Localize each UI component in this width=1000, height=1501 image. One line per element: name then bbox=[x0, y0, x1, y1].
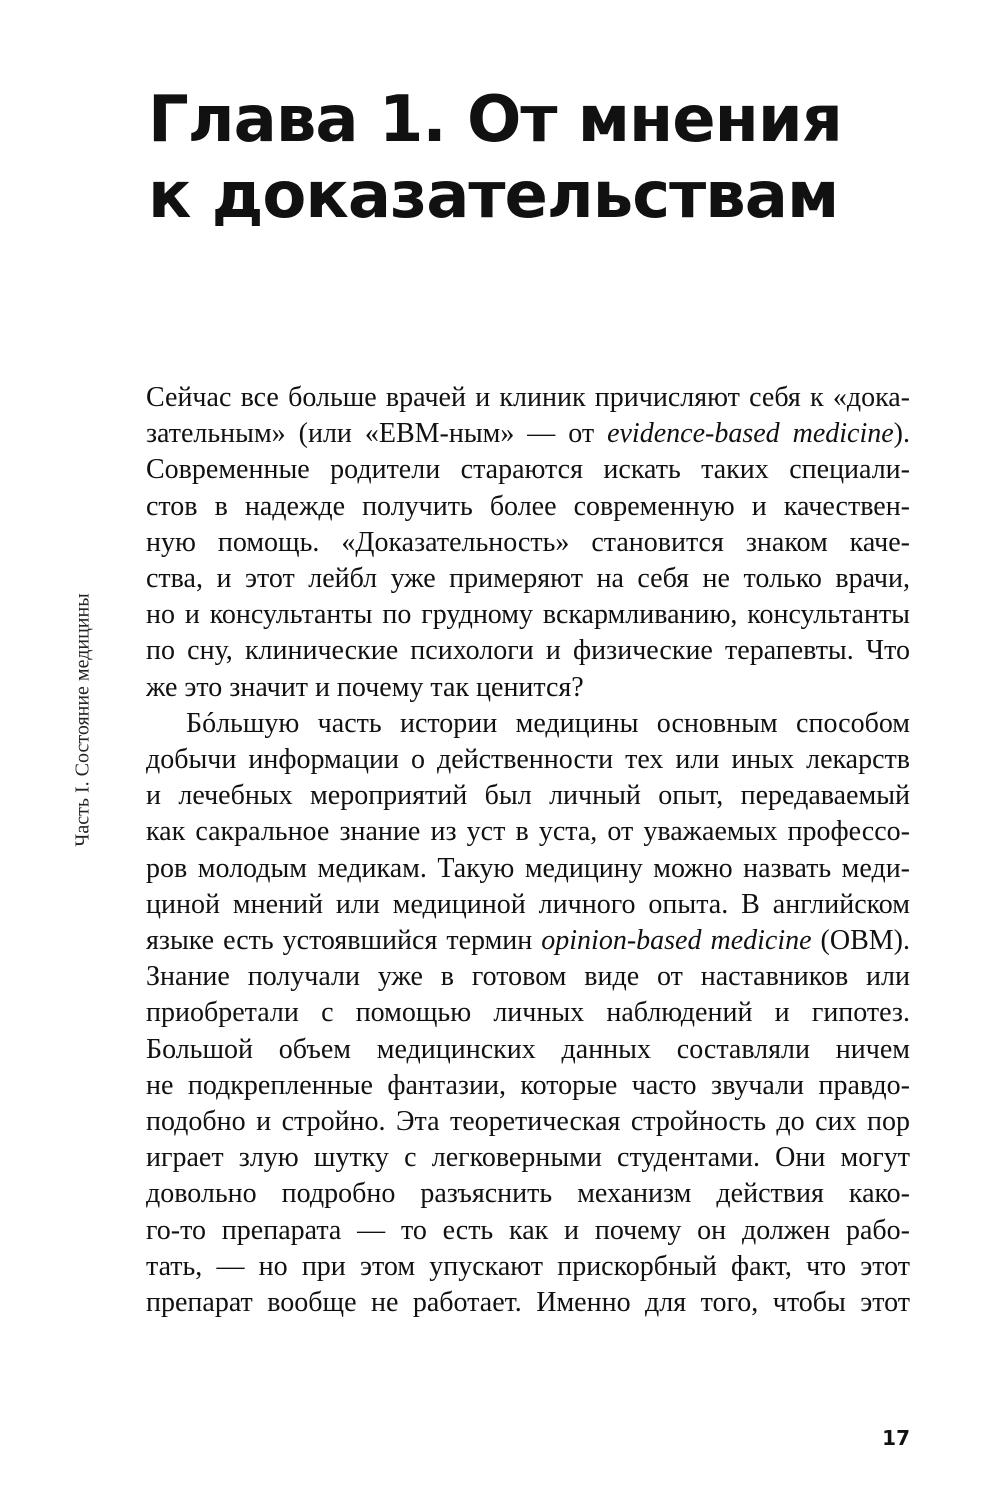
text-line: как сакральное знание из уст в уста, от уважаемых профессо- bbox=[146, 816, 910, 848]
text-line: играет злую шутку с легковерными студентами. Они могут bbox=[146, 1142, 910, 1174]
text-line: добычи информации о действенности тех или иных лекарств bbox=[146, 744, 910, 776]
text-line: довольно подробно разъяснить механизм действия како- bbox=[146, 1178, 910, 1210]
paragraph bbox=[146, 706, 910, 1321]
text-run: ). bbox=[893, 418, 910, 450]
chapter-title-line-1: Глава 1. От мнения bbox=[148, 83, 842, 157]
text-line: и лечебных мероприятий был личный опыт, передаваемый bbox=[146, 780, 910, 812]
chapter-title-line-2: к доказательствам bbox=[148, 159, 839, 233]
text-line bbox=[146, 416, 910, 452]
body-text bbox=[146, 380, 910, 1321]
text-line: тать, — но при этом упускают прискорбный факт, что этот bbox=[146, 1250, 910, 1282]
text-line: препарат вообще не работает. Именно для того, чтобы этот bbox=[146, 1287, 910, 1319]
italic-term: opinion-based medicine bbox=[541, 925, 812, 957]
text-line: циной мнений или медициной личного опыта. В английском bbox=[146, 888, 910, 920]
text-line: го-то препарата — то есть как и почему он должен рабо- bbox=[146, 1214, 910, 1246]
text-line: ную помощь. «Доказательность» становится знаком каче- bbox=[146, 526, 910, 558]
text-line: ства, и этот лейбл уже примеряют на себя не только врачи, bbox=[146, 563, 910, 595]
text-line: приобретали с помощью личных наблюдений и гипотез. bbox=[146, 997, 910, 1029]
text-line: но и консультанты по грудному вскармливанию, консультанты bbox=[146, 599, 910, 631]
text-line: Сейчас все больше врачей и клиник причисляют себя к «дока- bbox=[146, 382, 910, 413]
text-line bbox=[146, 923, 910, 959]
text-line: стов в надежде получить более современную и качествен- bbox=[146, 490, 910, 522]
text-line: по сну, клинические психологи и физические терапевты. Что bbox=[146, 635, 910, 667]
text-line: Современные родители стараются искать таких специали- bbox=[146, 454, 910, 486]
text-line: Знание получали уже в готовом виде от наставников или bbox=[146, 961, 910, 993]
paragraph bbox=[146, 380, 910, 706]
page-number: 17 bbox=[882, 1426, 910, 1450]
text-run: зательным» (или «EBM-ным» — от bbox=[146, 418, 608, 450]
text-line: ров молодым медикам. Такую медицину можно назвать меди- bbox=[146, 852, 910, 884]
text-run: (OBM). bbox=[811, 925, 910, 957]
text-line: подобно и стройно. Эта теоретическая стройность до сих пор bbox=[146, 1106, 910, 1138]
text-line: Большой объем медицинских данных составляли ничем bbox=[146, 1033, 910, 1065]
text-run: языке есть устоявшийся термин bbox=[146, 925, 542, 957]
text-line: не подкрепленные фантазии, которые часто звучали правдо- bbox=[146, 1069, 910, 1101]
side-running-head: Часть I. Состояние медицины bbox=[71, 593, 94, 847]
text-line: Бóльшую часть истории медицины основным способом bbox=[186, 707, 910, 739]
text-line: же это значит и почему так ценится? bbox=[146, 671, 584, 703]
italic-term: evidence-based medicine bbox=[607, 418, 894, 450]
chapter-title bbox=[148, 82, 968, 234]
